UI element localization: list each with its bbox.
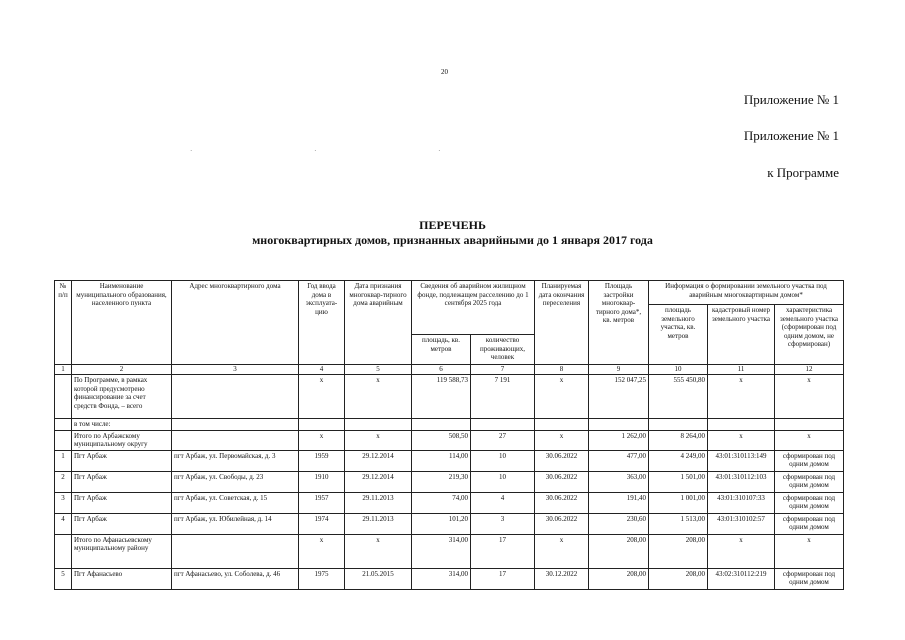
cell-num: 2 bbox=[55, 471, 72, 492]
document-title bbox=[0, 218, 905, 248]
cell-built-area: 208,00 bbox=[589, 568, 649, 589]
cell-address: пгт Афанасьево, ул. Соболева, д. 46 bbox=[172, 568, 299, 589]
cell-land-area: 208,00 bbox=[649, 534, 708, 568]
page-number: 20 bbox=[441, 68, 448, 76]
cell-year: 1974 bbox=[299, 513, 345, 534]
cell-date: х bbox=[345, 534, 412, 568]
cell-planned-date: 30.06.2022 bbox=[535, 492, 589, 513]
cell-date: 21.05.2015 bbox=[345, 568, 412, 589]
cell-address bbox=[172, 375, 299, 419]
cell-land-char: сформирован под одним домом bbox=[775, 513, 844, 534]
colnum-cell: 6 bbox=[412, 365, 471, 375]
header-land-char: характеристика земельного участка (сформирован под одним домом, не сформирован) bbox=[775, 305, 844, 365]
header-land-area: площадь земельного участка, кв. метров bbox=[649, 305, 708, 365]
cell-address bbox=[172, 430, 299, 450]
cell-built-area: 477,00 bbox=[589, 450, 649, 471]
cell-year bbox=[299, 419, 345, 431]
cell-num bbox=[55, 375, 72, 419]
cell-land-area: 1 001,00 bbox=[649, 492, 708, 513]
cell-planned-date: 30.06.2022 bbox=[535, 450, 589, 471]
cell-municipality: Итого по Афанасьевскому муниципальному району bbox=[72, 534, 172, 568]
colnum-cell: 2 bbox=[72, 365, 172, 375]
cell-land-char: сформирован под одним домом bbox=[775, 492, 844, 513]
cell-residents: 10 bbox=[471, 471, 535, 492]
cell-planned-date: 30.06.2022 bbox=[535, 513, 589, 534]
appendix-program-label: к Программе bbox=[767, 165, 839, 180]
cell-land-char: х bbox=[775, 534, 844, 568]
table-row-arbazh-total bbox=[55, 430, 844, 450]
cell-num: 3 bbox=[55, 492, 72, 513]
cell-land-area bbox=[649, 419, 708, 431]
cell-area: 508,50 bbox=[412, 430, 471, 450]
cell-year: 1959 bbox=[299, 450, 345, 471]
cell-built-area bbox=[589, 419, 649, 431]
cell-area bbox=[412, 419, 471, 431]
cell-municipality: в том числе: bbox=[72, 419, 172, 431]
colnum-cell: 3 bbox=[172, 365, 299, 375]
header-date-emergency: Дата признания многоквар-тирного дома аварийным bbox=[345, 281, 412, 365]
cell-cadastral: 43:02:310112:219 bbox=[708, 568, 775, 589]
cell-address bbox=[172, 534, 299, 568]
cell-address: пгт Арбаж, ул. Юбилейная, д. 14 bbox=[172, 513, 299, 534]
cell-year: 1910 bbox=[299, 471, 345, 492]
cell-land-area: 8 264,00 bbox=[649, 430, 708, 450]
cell-area: 119 588,73 bbox=[412, 375, 471, 419]
cell-residents: 10 bbox=[471, 450, 535, 471]
cell-land-char bbox=[775, 419, 844, 431]
cell-date: 29.11.2013 bbox=[345, 513, 412, 534]
colnum-cell: 7 bbox=[471, 365, 535, 375]
cell-cadastral bbox=[708, 419, 775, 431]
cell-year: 1957 bbox=[299, 492, 345, 513]
cell-year: х bbox=[299, 534, 345, 568]
column-number-row bbox=[55, 365, 844, 375]
cell-built-area: 152 047,25 bbox=[589, 375, 649, 419]
cell-address bbox=[172, 419, 299, 431]
cell-built-area: 363,00 bbox=[589, 471, 649, 492]
cell-land-area: 1 501,00 bbox=[649, 471, 708, 492]
header-built-area: Площадь застройки многоквар-тирного дома*, кв. метров bbox=[589, 281, 649, 365]
cell-address: пгт Арбаж, ул. Первомайская, д. 3 bbox=[172, 450, 299, 471]
colnum-cell: 12 bbox=[775, 365, 844, 375]
cell-land-char: х bbox=[775, 375, 844, 419]
cell-address: пгт Арбаж, ул. Свободы, д. 23 bbox=[172, 471, 299, 492]
cell-residents: 7 191 bbox=[471, 375, 535, 419]
appendix-label: Приложение № 1 bbox=[743, 92, 839, 107]
cell-num bbox=[55, 534, 72, 568]
table-row bbox=[55, 513, 844, 534]
cell-cadastral: х bbox=[708, 534, 775, 568]
header-address: Адрес многоквартирного дома bbox=[172, 281, 299, 365]
cell-planned-date bbox=[535, 419, 589, 431]
cell-num: 1 bbox=[55, 450, 72, 471]
cell-land-area: 208,00 bbox=[649, 568, 708, 589]
cell-area: 314,00 bbox=[412, 568, 471, 589]
cell-year: х bbox=[299, 430, 345, 450]
cell-num bbox=[55, 430, 72, 450]
cell-year: х bbox=[299, 375, 345, 419]
colnum-cell: 5 bbox=[345, 365, 412, 375]
cell-land-char: сформирован под одним домом bbox=[775, 568, 844, 589]
emergency-housing-table bbox=[54, 280, 844, 590]
cell-residents: 17 bbox=[471, 568, 535, 589]
header-land-info: Информация о формировании земельного участка под аварийным многоквартирным домом* bbox=[649, 281, 844, 305]
cell-cadastral: 43:01:310102:57 bbox=[708, 513, 775, 534]
cell-cadastral: 43:01:310112:103 bbox=[708, 471, 775, 492]
header-residents: количество проживающих, человек bbox=[471, 335, 535, 365]
cell-area: 314,00 bbox=[412, 534, 471, 568]
cell-land-area: 1 513,00 bbox=[649, 513, 708, 534]
cell-built-area: 191,40 bbox=[589, 492, 649, 513]
cell-date: 29.11.2013 bbox=[345, 492, 412, 513]
cell-num bbox=[55, 419, 72, 431]
colnum-cell: 8 bbox=[535, 365, 589, 375]
cell-date: 29.12.2014 bbox=[345, 450, 412, 471]
cell-cadastral: 43:01:310107:33 bbox=[708, 492, 775, 513]
table-row bbox=[55, 568, 844, 589]
cell-municipality: Пгт Арбаж bbox=[72, 450, 172, 471]
cell-land-char: сформирован под одним домом bbox=[775, 471, 844, 492]
cell-cadastral: х bbox=[708, 430, 775, 450]
cell-land-area: 555 450,80 bbox=[649, 375, 708, 419]
cell-num: 4 bbox=[55, 513, 72, 534]
colnum-cell: 10 bbox=[649, 365, 708, 375]
cell-municipality: Итого по Арбажскому муниципальному округу bbox=[72, 430, 172, 450]
cell-planned-date: х bbox=[535, 375, 589, 419]
cell-municipality: Пгт Афанасьево bbox=[72, 568, 172, 589]
cell-area: 74,00 bbox=[412, 492, 471, 513]
header-planned-date: Планируемая дата окончания переселения bbox=[535, 281, 589, 365]
cell-municipality: Пгт Арбаж bbox=[72, 492, 172, 513]
cell-date: х bbox=[345, 430, 412, 450]
cell-residents: 4 bbox=[471, 492, 535, 513]
cell-planned-date: 30.06.2022 bbox=[535, 471, 589, 492]
cell-address: пгт Арбаж, ул. Советская, д. 15 bbox=[172, 492, 299, 513]
cell-built-area: 208,00 bbox=[589, 534, 649, 568]
cell-date: 29.12.2014 bbox=[345, 471, 412, 492]
cell-built-area: 230,60 bbox=[589, 513, 649, 534]
colnum-cell: 1 bbox=[55, 365, 72, 375]
title-line-2: многоквартирных домов, признанных аварийными до 1 января 2017 года bbox=[252, 233, 653, 247]
header-municipality: Наименование муниципального образования, населенного пункта bbox=[72, 281, 172, 365]
cell-residents: 17 bbox=[471, 534, 535, 568]
cell-cadastral: х bbox=[708, 375, 775, 419]
appendix-label-repeat: Приложение № 1 bbox=[743, 128, 839, 143]
header-year: Год ввода дома в эксплуата-цию bbox=[299, 281, 345, 365]
cell-residents: 3 bbox=[471, 513, 535, 534]
cell-residents bbox=[471, 419, 535, 431]
cell-built-area: 1 262,00 bbox=[589, 430, 649, 450]
cell-area: 114,00 bbox=[412, 450, 471, 471]
table-row-afanasyevo-total bbox=[55, 534, 844, 568]
cell-planned-date: 30.12.2022 bbox=[535, 568, 589, 589]
cell-area: 101,20 bbox=[412, 513, 471, 534]
colnum-cell: 9 bbox=[589, 365, 649, 375]
table-row bbox=[55, 450, 844, 471]
colnum-cell: 11 bbox=[708, 365, 775, 375]
table-row bbox=[55, 492, 844, 513]
cell-land-char: х bbox=[775, 430, 844, 450]
cell-land-char: сформирован под одним домом bbox=[775, 450, 844, 471]
header-cadastral: кадастровый номер земельного участка bbox=[708, 305, 775, 365]
cell-date bbox=[345, 419, 412, 431]
cell-date: х bbox=[345, 375, 412, 419]
cell-residents: 27 bbox=[471, 430, 535, 450]
header-area: площадь, кв. метров bbox=[412, 335, 471, 365]
header-num: № п/п bbox=[55, 281, 72, 365]
cell-land-area: 4 249,00 bbox=[649, 450, 708, 471]
scan-speck-dots: · · · bbox=[190, 147, 501, 155]
cell-year: 1975 bbox=[299, 568, 345, 589]
table-row-program-total bbox=[55, 375, 844, 419]
table-row-including bbox=[55, 419, 844, 431]
cell-municipality: По Программе, в рамках которой предусмотрено финансирование за счет средств Фонда, – всего bbox=[72, 375, 172, 419]
table-row bbox=[55, 471, 844, 492]
cell-municipality: Пгт Арбаж bbox=[72, 513, 172, 534]
cell-cadastral: 43:01:310113:149 bbox=[708, 450, 775, 471]
cell-planned-date: х bbox=[535, 534, 589, 568]
title-line-1: ПЕРЕЧЕНЬ bbox=[419, 218, 486, 232]
header-row-1 bbox=[55, 281, 844, 305]
colnum-cell: 4 bbox=[299, 365, 345, 375]
cell-municipality: Пгт Арбаж bbox=[72, 471, 172, 492]
cell-planned-date: х bbox=[535, 430, 589, 450]
cell-num: 5 bbox=[55, 568, 72, 589]
cell-area: 219,30 bbox=[412, 471, 471, 492]
header-housing-fund: Сведения об аварийном жилищном фонде, подлежащем расселению до 1 сентября 2025 года bbox=[412, 281, 535, 335]
